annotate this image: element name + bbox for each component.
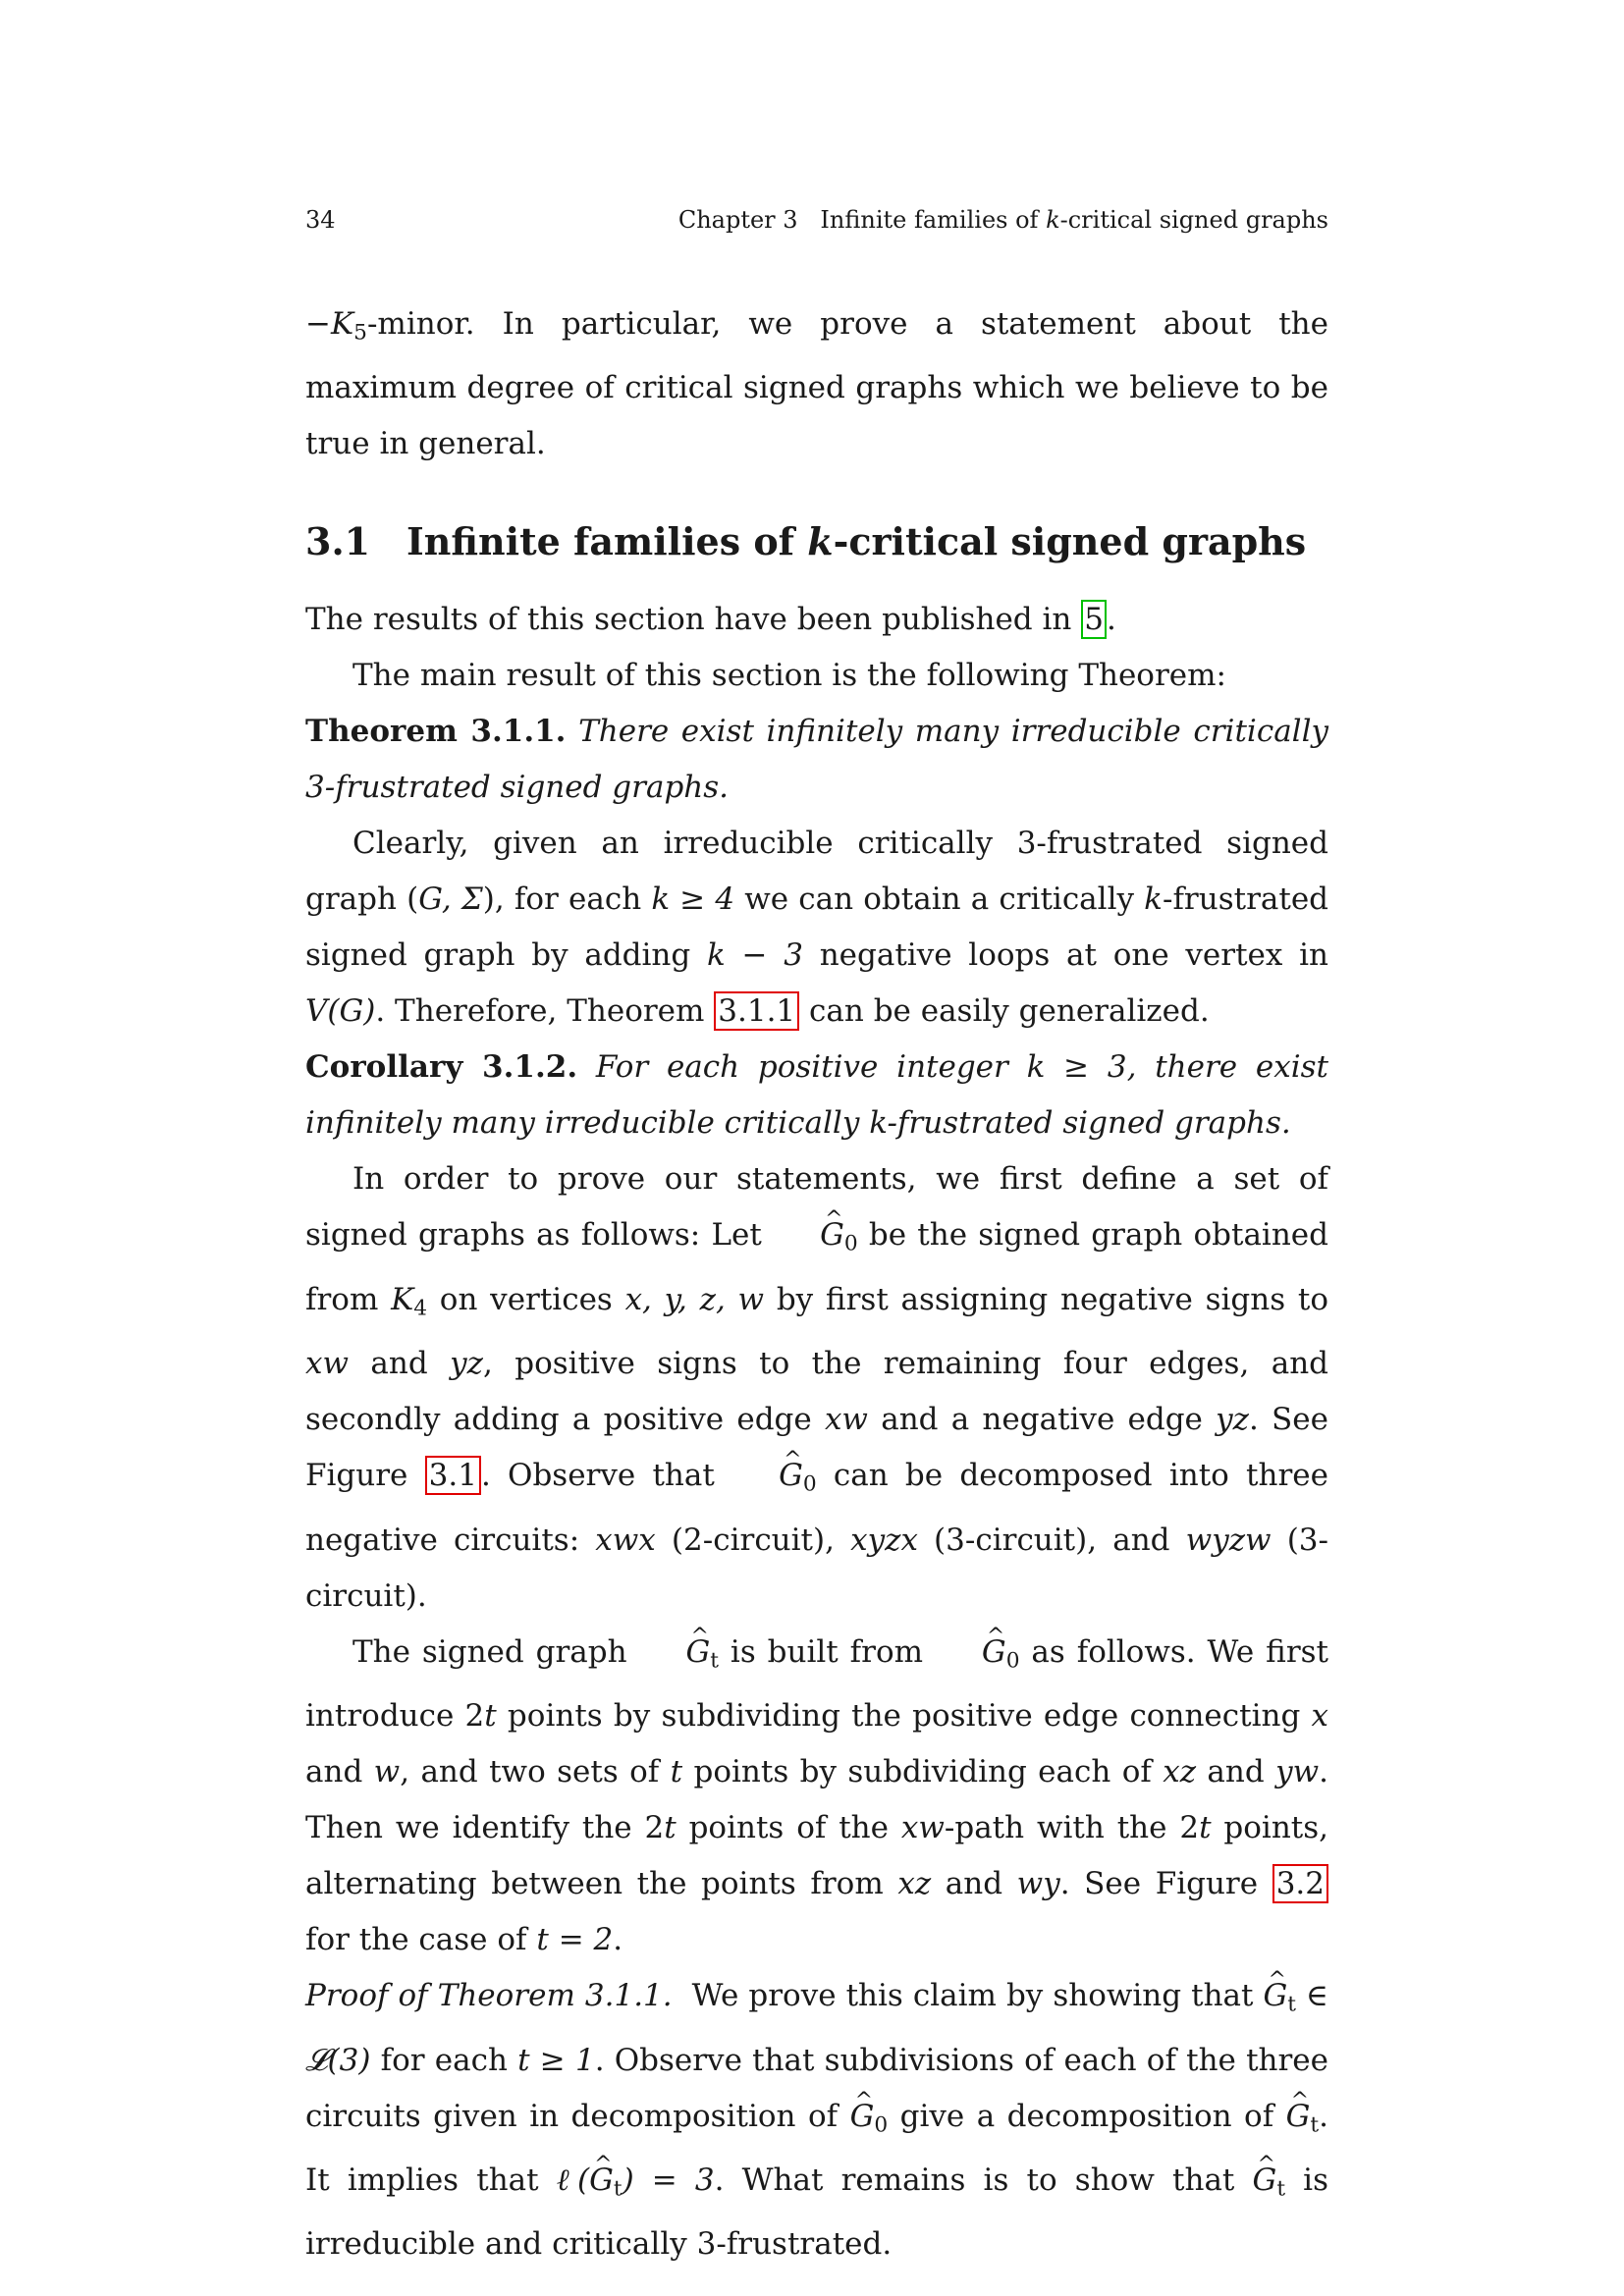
text-run: and [305, 1754, 374, 1790]
text-run: . See Figure [1059, 1866, 1272, 1902]
math-run: yw [1275, 1754, 1320, 1790]
text-run: on vertices [427, 1281, 625, 1317]
text-run: (2-circuit), [655, 1522, 851, 1558]
math-run: K [391, 1281, 414, 1317]
text-run: The signed graph [352, 1633, 639, 1670]
math-run: ^ G [1286, 2089, 1311, 2145]
math-run: ^ G [731, 1448, 803, 1504]
intro-math-sub: 5 [353, 320, 367, 346]
theorem-body: There exist infinitely many irreducible critically 3-frustrated signed graphs. [305, 714, 1329, 806]
section-number: 3.1 [305, 519, 371, 564]
intro-paragraph [305, 296, 1328, 472]
math-run: ^ G [1253, 2153, 1277, 2209]
math-run: xz [1163, 1754, 1197, 1790]
text-run: . Therefore, Theorem [375, 993, 715, 1030]
math-run: ^ G [773, 1207, 844, 1263]
text-run: , positive signs to the remaining four edges, and secondly adding a positive edge [305, 1346, 1329, 1438]
math-sub: t [1310, 2111, 1320, 2137]
figure-ref-link[interactable]: 3.1 [425, 1456, 481, 1495]
math-run: V(G) [305, 993, 376, 1030]
math-run: ^ G [589, 2153, 614, 2209]
text-run: -path with the 2 [944, 1810, 1200, 1846]
math-run: t [1199, 1810, 1212, 1846]
math-run: k [869, 1105, 888, 1142]
math-run: xw [824, 1402, 868, 1438]
math-sub: 0 [1005, 1648, 1020, 1674]
text-run: Clearly, given an irreducible critically 3-frustrated signed graph ( [305, 826, 1328, 918]
text-run: (3-circuit). [305, 1522, 1329, 1614]
math-run: wyzw [1185, 1522, 1272, 1558]
text-run: , there exist infinitely many irreducible critically [305, 1049, 1328, 1142]
text-run: for each [370, 2042, 518, 2078]
math-run: yz [450, 1346, 483, 1382]
math-sub: t [1287, 1992, 1297, 2017]
text-run: points of the [676, 1810, 901, 1846]
text-run: and [931, 1866, 1017, 1902]
text-run: and [1196, 1754, 1276, 1790]
theorem-ref-link[interactable]: 3.1.1 [714, 991, 799, 1031]
math-run: t [484, 1698, 497, 1735]
text-run: . Observe that [480, 1458, 732, 1494]
math-run: t = 2 [536, 1922, 614, 1958]
section-title-k: k [807, 519, 834, 564]
math-sub: 0 [874, 2111, 889, 2137]
section-title-prefix: Infinite families of [406, 519, 808, 564]
theorem-head: Theorem 3.1.1. [305, 714, 567, 750]
proof-paragraph [305, 1968, 1328, 2272]
math-run: t [664, 1810, 677, 1846]
intro-math: −K [305, 306, 354, 342]
running-title-k: k [1046, 206, 1060, 234]
text-run: (3-circuit), and [917, 1522, 1186, 1558]
running-title-suffix: -critical signed graphs [1059, 206, 1328, 234]
math-run: G, Σ [418, 881, 483, 918]
page-number: 34 [305, 206, 336, 234]
text-run: . It implies that [305, 2098, 1328, 2198]
text-run: give a decomposition of [888, 2098, 1286, 2134]
math-sub: t [613, 2176, 623, 2202]
math-sub: t [710, 1648, 719, 1674]
text-run: by first assigning negative signs to [764, 1281, 1328, 1317]
published-text: The results of this section have been published in [305, 602, 1082, 638]
citation-link[interactable]: 5 [1081, 600, 1107, 639]
text-run: points, alternating between the points from [305, 1810, 1329, 1902]
text-run: be the signed graph obtained from [305, 1217, 1328, 1317]
clearly-paragraph [305, 816, 1328, 1040]
math-run: ℓ( [556, 2162, 590, 2198]
text-run: can be easily generalized. [799, 993, 1210, 1030]
math-run: xyzx [850, 1522, 918, 1558]
text-run: as follows. We first introduce 2 [305, 1633, 1329, 1735]
math-sub: 4 [413, 1296, 428, 1321]
section-heading [305, 517, 1328, 566]
math-run: ) = 3 [622, 2162, 715, 2198]
text-run: . What remains is to show that [714, 2162, 1253, 2198]
published-paragraph [305, 592, 1328, 648]
text-run: points by subdividing the positive edge connecting [496, 1698, 1312, 1735]
main-result-paragraph: The main result of this section is the following Theorem: [352, 658, 1226, 694]
text-run: . Observe that subdivisions of each of the three circuits given in decomposition of [305, 2042, 1328, 2134]
text-run: In order to prove our statements, we first define a set of signed graphs as follows: Let [305, 1161, 1328, 1254]
text-run: is built from [719, 1633, 935, 1670]
figure-ref-link[interactable]: 3.2 [1272, 1864, 1328, 1903]
math-run: k ≥ 4 [651, 881, 735, 918]
math-run: x [1311, 1698, 1328, 1735]
body-text [305, 296, 1328, 2272]
text-run: points by subdividing each of [682, 1754, 1164, 1790]
text-run: . Then we identify the 2 [305, 1754, 1328, 1846]
math-run: xw [900, 1810, 945, 1846]
built-paragraph [305, 1625, 1328, 1968]
math-run: w [373, 1754, 401, 1790]
text-run: and a negative edge [867, 1402, 1217, 1438]
running-header [305, 202, 1328, 238]
theorem-3-1-1 [305, 704, 1328, 816]
published-end: . [1106, 602, 1116, 638]
running-title-prefix: Chapter 3 Infinite families of [677, 206, 1047, 234]
text-run: For each positive integer [595, 1049, 1027, 1086]
math-run: xz [897, 1866, 932, 1902]
text-run: negative loops at one vertex in [802, 937, 1328, 974]
math-run: t ≥ 1 [517, 2042, 595, 2078]
math-run: ∈ 𝓛(3) [305, 1978, 1328, 2078]
math-run: ^ G [639, 1625, 711, 1681]
text-run: we can obtain a critically [734, 881, 1145, 918]
text-run: -frustrated signed graphs. [887, 1105, 1291, 1142]
math-run: ^ G [1264, 1968, 1288, 2024]
text-run: can be decomposed into three negative circuits: [305, 1458, 1328, 1558]
intro-text: -minor. In particular, we prove a statement about the maximum degree of critical signed graphs which we believe to be true in general. [305, 306, 1328, 462]
math-run: k [1144, 881, 1163, 918]
text-run: . [613, 1922, 623, 1958]
math-run: xwx [595, 1522, 656, 1558]
math-sub: 0 [802, 1471, 817, 1497]
math-run: t [670, 1754, 683, 1790]
text-run: ), for each [482, 881, 652, 918]
math-run: k − 3 [706, 937, 803, 974]
text-run: . See Figure [305, 1402, 1328, 1494]
math-sub: t [1276, 2176, 1286, 2202]
text-run: , and two sets of [400, 1754, 671, 1790]
corollary-head: Corollary 3.1.2. [305, 1049, 578, 1086]
text-run: for the case of [305, 1922, 537, 1958]
section-title-suffix: -critical signed graphs [833, 519, 1307, 564]
math-run: wy [1016, 1866, 1060, 1902]
text-run: is irreducible and critically 3-frustrated. [305, 2162, 1329, 2263]
running-title [678, 202, 1328, 238]
math-sub: 0 [843, 1231, 858, 1256]
math-run: yz [1216, 1402, 1249, 1438]
math-run: xw [305, 1346, 350, 1382]
proof-head: Proof of Theorem 3.1.1. [305, 1978, 673, 2014]
math-run: ^ G [850, 2089, 875, 2145]
order-paragraph [305, 1151, 1328, 1624]
corollary-3-1-2 [305, 1040, 1328, 1151]
text-run: We prove this claim by showing that [672, 1978, 1264, 2014]
math-run: k ≥ 3 [1026, 1049, 1127, 1086]
text-run: and [349, 1346, 451, 1382]
math-run: ^ G [935, 1625, 1006, 1681]
math-run: x, y, z, w [624, 1281, 765, 1317]
text-run: -frustrated signed graph by adding [305, 881, 1329, 974]
